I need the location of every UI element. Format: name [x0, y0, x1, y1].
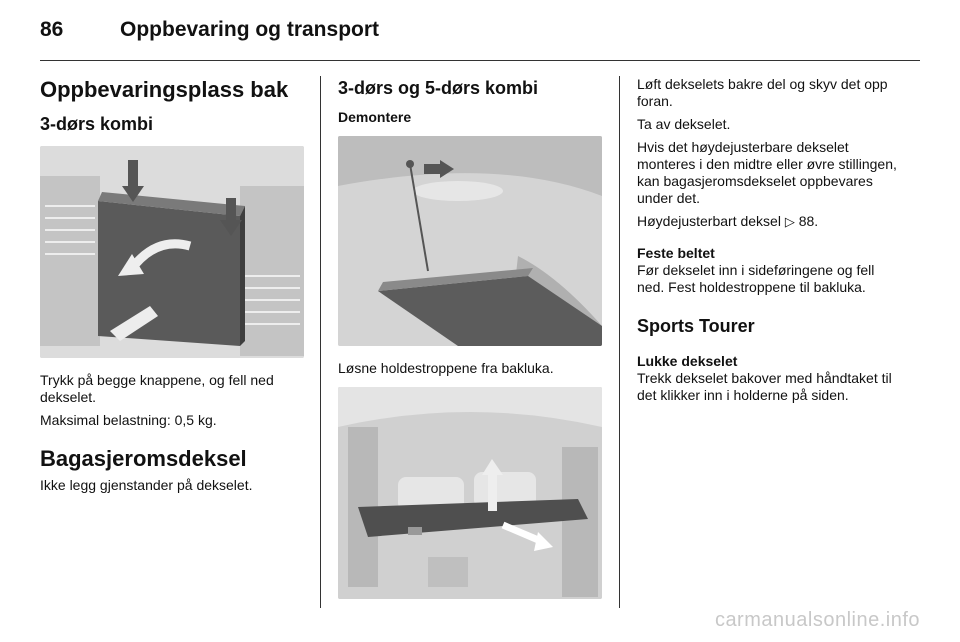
column-divider-1 [320, 76, 321, 608]
chapter-title: Oppbevaring og transport [120, 18, 380, 41]
subsection-title-3-5door: 3-dørs og 5-dørs kombi [338, 78, 539, 98]
reference-text: Høydejusterbart deksel [637, 213, 781, 229]
rear-storage-illustration [40, 146, 304, 358]
paragraph-height-adjustable: Hvis det høydejusterbare dekselet monteres i den midtre eller øvre stillingen, kan bagasjeromsdekselet oppbevares under det. [637, 139, 897, 206]
column-middle [338, 76, 602, 599]
section-title-cover: Bagasjeromsdeksel [40, 446, 247, 471]
subsection-title-3door: 3-dørs kombi [40, 114, 154, 134]
subheading-remove: Demontere [338, 109, 412, 125]
reference-page: 88. [798, 213, 819, 229]
header-divider [40, 60, 920, 61]
paragraph-lift-cover: Løft dekselets bakre del og skyv det opp foran. [637, 76, 888, 109]
column-left [40, 76, 304, 494]
page-number: 86 [40, 18, 64, 41]
paragraph-press-buttons: Trykk på begge knappene, og fell ned dekselet. [40, 372, 274, 405]
reference-line [637, 213, 905, 230]
column-right [637, 76, 905, 404]
paragraph-no-objects: Ikke legg gjenstander på dekselet. [40, 477, 253, 493]
section-title-storage: Oppbevaringsplass bak [40, 77, 289, 102]
paragraph-close-cover: Trekk dekselet bakover med håndtaket til det klikker inn i holderne på siden. [637, 370, 892, 403]
watermark: carmanualsonline.info [714, 609, 920, 631]
cover-removal-illustration [338, 387, 602, 599]
tailgate-strap-illustration [338, 136, 602, 346]
section-title-sports-tourer: Sports Tourer [637, 316, 755, 336]
subheading-close-cover: Lukke dekselet [637, 353, 738, 369]
paragraph-max-load: Maksimal belastning: 0,5 kg. [40, 412, 217, 428]
column-divider-2 [619, 76, 620, 608]
page-header [40, 18, 920, 62]
caption-loosen-straps: Løsne holdestroppene fra bakluka. [338, 360, 554, 376]
reference-arrow-icon: ▷ [784, 214, 795, 229]
paragraph-fasten-belt: Før dekselet inn i sideføringene og fell ned. Fest holdestroppene til bakluka. [637, 262, 875, 295]
paragraph-take-off: Ta av dekselet. [637, 116, 731, 132]
subheading-fasten-belt: Feste beltet [637, 245, 715, 261]
